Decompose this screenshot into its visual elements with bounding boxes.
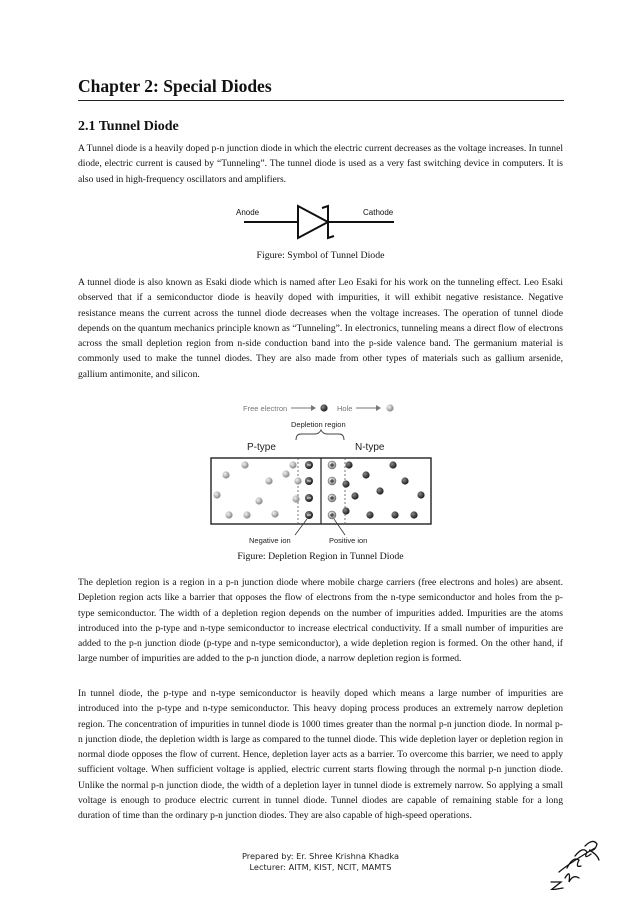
- chapter-title: Chapter 2: Special Diodes: [78, 76, 564, 101]
- hole-label: Hole: [337, 404, 353, 413]
- hole: [271, 510, 278, 517]
- free-electron-arrowhead: [311, 405, 316, 411]
- free-electron-label: Free electron: [243, 404, 288, 413]
- free-electron: [342, 480, 349, 487]
- ntype-label: N-type: [355, 442, 385, 453]
- free-electron: [366, 511, 373, 518]
- hole: [265, 477, 272, 484]
- free-electron: [342, 507, 349, 514]
- signature-drawing: [545, 838, 601, 890]
- hole: [241, 461, 248, 468]
- depletion-brace: [296, 430, 344, 440]
- hole: [255, 497, 262, 504]
- free-electron: [410, 511, 417, 518]
- page-footer: [78, 851, 563, 873]
- paragraph-esaki: A tunnel diode is also known as Esaki diode which is named after Leo Esaki for his work on the tunneling effect. Leo Esaki observed that if a semiconductor diode is heavily doped with impurities, it will exhibit negative resistance. Negative resistance means the current across the tunnel diode decreases when the voltage increases. The operation of tunnel diode depends on the quantum mechanics principle known as “Tunneling”. In electronics, tunneling means a direct flow of electrons across the small depletion region from n-side conduction band into the p-side valence band. The germanium material is commonly used to make the tunnel diodes. They are also made from other types of materials such as gallium arsenide, gallium antimonite, and silicon.: [78, 277, 563, 380]
- free-electron: [351, 492, 358, 499]
- hole: [225, 511, 232, 518]
- free-electron: [391, 511, 398, 518]
- hole-legend-icon: [386, 404, 393, 411]
- tunnel-diode-symbol-figure: [236, 200, 406, 246]
- paragraph-intro: A Tunnel diode is a heavily doped p-n junction diode in which the electric current decreases as the voltage increases. In tunnel diode, electric current is caused by “Tunneling”. The tunnel diode is used as a very fast switching device in computers. It is also used in high-frequency oscillators and amplifiers.: [78, 143, 563, 185]
- paragraph-heavy-doping: In tunnel diode, the p-type and n-type semiconductor is heavily doped which means a large number of impurities are introduced into the p-type and n-type semiconductor. This heavy doping process produces an extremely narrow depletion region. The concentration of impurities in tunnel diode is 1000 times greater than the normal p-n junction diode. In normal p-n junction diode, the depletion width is large as compared to the tunnel diode. This wide depletion layer or depletion region in normal diode opposes the flow of current. Hence, depletion layer acts as a barrier. To overcome this barrier, we need to apply sufficient voltage. When sufficient voltage is applied, electric current starts flowing through the normal p-n junction diode. Unlike the normal p-n junction diode, the width of a depletion layer in tunnel diode is extremely narrow. So applying a small voltage is enough to produce electric current in tunnel diode. Tunnel diodes are capable of remaining stable for a long duration of time than the ordinary p-n junction diodes. They are also capable of high-speed operations.: [78, 688, 563, 822]
- cathode-label: Cathode: [363, 208, 394, 217]
- depletion-region-figure: [205, 398, 437, 548]
- footer-author: Prepared by: Er. Shree Krishna Khadka: [242, 851, 399, 861]
- negative-ion-label: Negative ion: [249, 536, 291, 545]
- positive-ion-label: Positive ion: [329, 536, 368, 545]
- hole: [289, 461, 296, 468]
- paragraph-depletion-region: The depletion region is a region in a p-n junction diode where mobile charge carriers (free electrons and holes) are absent. Depletion region acts like a barrier that opposes the flow of electrons from the n-type semiconductor and holes from the p-type semiconductor. The width of a depletion region depends on the number of impurities added. Impurities are the atoms introduced into the p-type and n-type semiconductor to increase electrical conductivity. If a small number of impurities are added to the p-n junction diode (p-type and n-type semiconductor), a wide depletion region is formed. On the other hand, if large number of impurities are added to the p-n junction diode, a narrow depletion region is formed.: [78, 577, 563, 665]
- figure1-caption: Figure: Symbol of Tunnel Diode: [256, 250, 385, 261]
- free-electron: [401, 477, 408, 484]
- free-electron-legend-icon: [320, 404, 327, 411]
- figure2-caption: Figure: Depletion Region in Tunnel Diode: [237, 551, 404, 562]
- footer-affiliation: Lecturer: AITM, KIST, NCIT, MAMTS: [249, 862, 392, 872]
- free-electron: [376, 487, 383, 494]
- hole: [243, 511, 250, 518]
- free-electron: [389, 461, 396, 468]
- free-electron: [345, 461, 352, 468]
- signature: [545, 838, 601, 890]
- hole: [294, 477, 301, 484]
- hole: [282, 470, 289, 477]
- diode-triangle: [298, 206, 328, 238]
- hole: [222, 471, 229, 478]
- anode-label: Anode: [236, 208, 260, 217]
- depletion-region-label: Depletion region: [291, 420, 346, 429]
- hole-arrowhead: [376, 405, 381, 411]
- free-electron: [362, 471, 369, 478]
- hole: [213, 491, 220, 498]
- hole: [292, 495, 299, 502]
- free-electron: [417, 491, 424, 498]
- ptype-label: P-type: [247, 442, 276, 453]
- section-title: 2.1 Tunnel Diode: [78, 119, 179, 134]
